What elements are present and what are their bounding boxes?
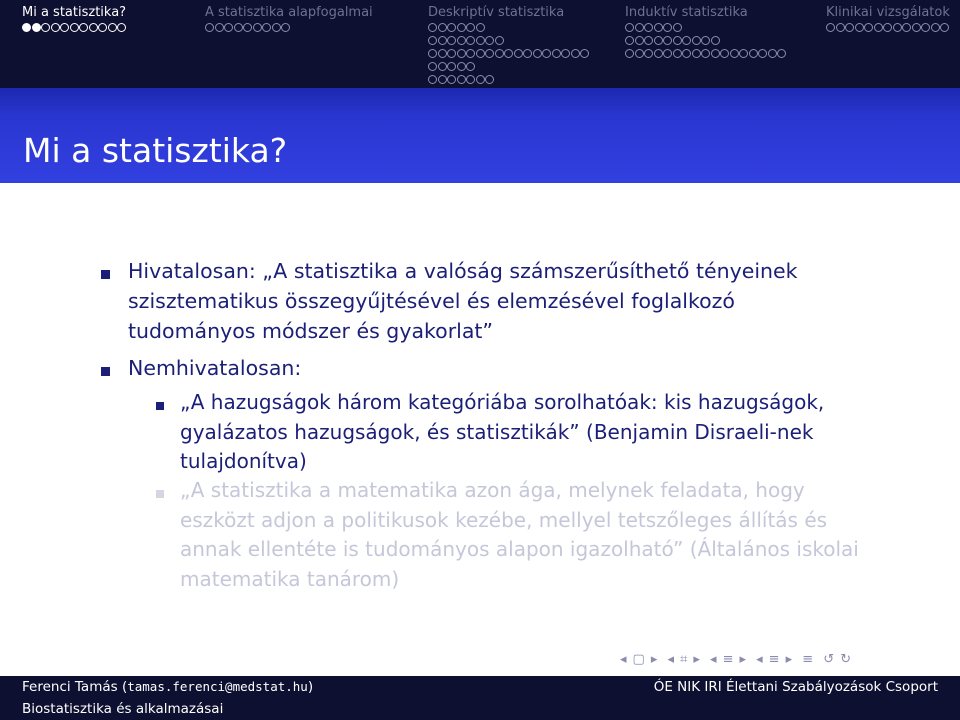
nav-frame-dot-icon[interactable] [845, 23, 854, 32]
nav-frame-dot-icon[interactable] [514, 49, 523, 58]
forward-icon[interactable]: ↻ [840, 652, 852, 667]
author-name: Ferenci Tamás ( [22, 679, 128, 695]
nav-frame-dot-icon[interactable] [758, 49, 767, 58]
footer-row-author [0, 676, 960, 698]
item-line: tulajdonítva) [180, 449, 307, 473]
back-icon[interactable]: ↺ [823, 652, 835, 667]
nav-frame-dot-icon[interactable] [485, 36, 494, 45]
nav-frame-dot-icon[interactable] [682, 49, 691, 58]
nav-frame-dot-icon[interactable] [98, 23, 107, 32]
square-bullet-icon [101, 367, 110, 376]
nav-frame-dot-icon[interactable] [476, 75, 485, 84]
nav-section-title[interactable]: Mi a statisztika? [22, 5, 127, 20]
nav-frame-dot-icon[interactable] [447, 62, 456, 71]
nav-frame-dot-icon[interactable] [644, 49, 653, 58]
slide-icon[interactable]: ⌗ [680, 652, 688, 667]
nav-frame-dot-icon[interactable] [262, 23, 271, 32]
nav-frame-dot-icon[interactable] [205, 23, 214, 32]
nav-frame-dot-icon[interactable] [836, 23, 845, 32]
author-email: tamas.ferenci@medstat.hu [127, 679, 308, 694]
square-bullet-icon [101, 270, 110, 279]
nav-frame-dot-icon[interactable] [447, 49, 456, 58]
nav-frame-dot-icon[interactable] [428, 23, 437, 32]
square-bullet-icon [156, 402, 164, 410]
nav-section-title[interactable]: Klinikai vizsgálatok [826, 5, 950, 20]
nav-frame-dot-icon[interactable] [281, 23, 290, 32]
nav-frame-dot-icon[interactable] [224, 23, 233, 32]
nav-frame-dots[interactable] [625, 49, 787, 60]
nav-frame-dot-icon[interactable] [60, 23, 69, 32]
nav-frame-dots[interactable] [22, 23, 127, 34]
nav-frame-dot-icon[interactable] [635, 23, 644, 32]
subsection-icon[interactable]: ≡ [722, 652, 734, 667]
nav-frame-dot-icon[interactable] [625, 36, 634, 45]
item-line: szisztematikus összegyűjtésével és elemzésével foglalkozó [128, 289, 735, 313]
nav-frame-dot-icon[interactable] [855, 23, 864, 32]
footer-row-course [0, 698, 960, 720]
nav-frame-dot-icon[interactable] [625, 49, 634, 58]
frame-title-bar [0, 88, 960, 183]
nav-frame-dot-icon[interactable] [438, 62, 447, 71]
nav-frame-dot-icon[interactable] [466, 62, 475, 71]
nav-prev-section-icon[interactable]: ◂ [756, 652, 763, 667]
nav-frame-dot-icon[interactable] [457, 49, 466, 58]
footer-author [22, 679, 313, 695]
slide-content [0, 183, 960, 653]
nav-frame-dot-icon[interactable] [457, 36, 466, 45]
item-line: tudományos módszer és gyakorlat” [128, 319, 494, 343]
nav-frame-dot-icon[interactable] [644, 36, 653, 45]
nav-frame-dot-icon[interactable] [41, 23, 50, 32]
nav-frame-dot-icon[interactable] [749, 49, 758, 58]
nav-frame-dots[interactable] [428, 49, 590, 60]
nav-frame-dot-icon[interactable] [533, 49, 542, 58]
nav-frame-dot-icon[interactable] [447, 75, 456, 84]
nav-next-slide-icon[interactable]: ▸ [693, 652, 700, 667]
nav-frame-dot-icon[interactable] [711, 49, 720, 58]
nav-section-title[interactable]: A statisztika alapfogalmai [205, 5, 373, 20]
nav-frame-dot-icon[interactable] [428, 36, 437, 45]
nav-frame-dot-icon[interactable] [234, 23, 243, 32]
nav-frame-dot-icon[interactable] [108, 23, 117, 32]
nav-frame-dot-icon[interactable] [79, 23, 88, 32]
nav-frame-dot-icon[interactable] [438, 75, 447, 84]
nav-frame-dot-icon[interactable] [476, 36, 485, 45]
item-line: „A hazugságok három kategóriába sorolhatóak: kis hazugságok, [180, 390, 825, 414]
subitem-teacher-quote [180, 476, 859, 594]
nav-frame-dot-icon[interactable] [428, 75, 437, 84]
nav-frame-dot-icon[interactable] [644, 23, 653, 32]
nav-next-subsection-icon[interactable]: ▸ [739, 652, 746, 667]
nav-frame-dots[interactable] [625, 36, 720, 47]
nav-frame-dot-icon[interactable] [485, 75, 494, 84]
nav-frame-dot-icon[interactable] [635, 49, 644, 58]
nav-frame-dot-icon[interactable] [552, 49, 561, 58]
nav-frame-dot-icon[interactable] [447, 36, 456, 45]
section-navigation-bar [0, 0, 960, 88]
nav-frame-dot-icon[interactable] [701, 36, 710, 45]
nav-frame-dot-icon[interactable] [504, 49, 513, 58]
nav-frame-dot-icon[interactable] [485, 49, 494, 58]
nav-frame-dot-icon[interactable] [495, 36, 504, 45]
nav-frame-dot-icon[interactable] [438, 23, 447, 32]
nav-frame-dots[interactable] [826, 23, 950, 34]
nav-frame-dot-icon[interactable] [663, 49, 672, 58]
nav-frame-dots[interactable] [625, 23, 682, 34]
nav-section-title[interactable]: Induktív statisztika [625, 5, 748, 20]
nav-frame-dot-icon[interactable] [253, 23, 262, 32]
nav-frame-dot-icon[interactable] [720, 49, 729, 58]
nav-frame-dot-icon[interactable] [243, 23, 252, 32]
nav-frame-dot-icon[interactable] [902, 23, 911, 32]
nav-frame-dot-icon[interactable] [117, 23, 126, 32]
nav-frame-dot-icon[interactable] [428, 49, 437, 58]
nav-frame-dot-icon[interactable] [571, 49, 580, 58]
nav-frame-dot-icon[interactable] [654, 49, 663, 58]
nav-next-frame-icon[interactable]: ▸ [650, 652, 658, 667]
slide-footer [0, 676, 960, 720]
nav-section-title[interactable]: Deskriptív statisztika [428, 5, 565, 20]
nav-frame-dots[interactable] [428, 23, 485, 34]
nav-frame-dot-icon[interactable] [447, 23, 456, 32]
subitem-disraeli-quote [180, 388, 824, 477]
item-line: Nemhivatalosan: [128, 356, 302, 380]
beamer-navigation-symbols [620, 652, 857, 670]
nav-frame-dot-icon[interactable] [826, 23, 835, 32]
nav-frame-dot-icon[interactable] [457, 75, 466, 84]
nav-frame-dot-icon[interactable] [654, 23, 663, 32]
nav-frame-dot-icon[interactable] [864, 23, 873, 32]
bullet-item-official [128, 256, 798, 346]
nav-frame-dot-icon[interactable] [215, 23, 224, 32]
nav-frame-dot-icon[interactable] [673, 49, 682, 58]
nav-prev-frame-icon[interactable]: ◂ [620, 652, 627, 667]
item-line: annak ellentéte is tudományos alapon igazolható” (Általános iskolai [180, 537, 859, 561]
item-line: gyalázatos hazugságok, és statisztikák” (Benjamin Disraeli-nek [180, 419, 814, 444]
document-icon[interactable]: ≡ [802, 652, 814, 667]
nav-frame-dot-icon[interactable] [931, 23, 940, 32]
nav-frame-dot-icon[interactable] [921, 23, 930, 32]
nav-frame-dot-icon[interactable] [438, 36, 447, 45]
nav-frame-dot-icon[interactable] [940, 23, 949, 32]
nav-prev-subsection-icon[interactable]: ◂ [710, 652, 717, 667]
item-line: „A statisztika a matematika azon ága, melynek feladata, hogy [180, 478, 805, 502]
footer-institution: ÓE NIK IRI Élettani Szabályozások Csoport [653, 679, 938, 695]
nav-frame-dot-icon[interactable] [692, 49, 701, 58]
nav-frame-dot-icon[interactable] [635, 36, 644, 45]
nav-frame-dot-icon[interactable] [883, 23, 892, 32]
nav-frame-dot-icon[interactable] [768, 49, 777, 58]
nav-frame-dot-icon[interactable] [466, 36, 475, 45]
nav-frame-dot-icon[interactable] [739, 49, 748, 58]
nav-frame-dot-icon[interactable] [32, 23, 41, 32]
nav-frame-dot-icon[interactable] [457, 23, 466, 32]
nav-frame-dot-icon[interactable] [692, 36, 701, 45]
nav-frame-dot-icon[interactable] [70, 23, 79, 32]
nav-frame-dot-icon[interactable] [272, 23, 281, 32]
nav-frame-dot-icon[interactable] [476, 23, 485, 32]
nav-frame-dot-icon[interactable] [874, 23, 883, 32]
nav-frame-dot-icon[interactable] [428, 62, 437, 71]
nav-frame-dot-icon[interactable] [701, 49, 710, 58]
nav-frame-dot-icon[interactable] [730, 49, 739, 58]
nav-frame-dot-icon[interactable] [711, 36, 720, 45]
nav-frame-dot-icon[interactable] [654, 36, 663, 45]
nav-frame-dot-icon[interactable] [89, 23, 98, 32]
nav-frame-dot-icon[interactable] [51, 23, 60, 32]
nav-frame-dot-icon[interactable] [466, 75, 475, 84]
nav-frame-dots[interactable] [428, 75, 495, 86]
nav-frame-dots[interactable] [428, 62, 476, 73]
nav-frame-dot-icon[interactable] [542, 49, 551, 58]
slide-title: Mi a statisztika? [23, 131, 288, 170]
nav-frame-dot-icon[interactable] [777, 49, 786, 58]
nav-frame-dot-icon[interactable] [912, 23, 921, 32]
nav-frame-dots[interactable] [205, 23, 291, 34]
nav-frame-dot-icon[interactable] [682, 36, 691, 45]
item-line: Hivatalosan: „A statisztika a valóság számszerűsíthető tényeinek [128, 259, 798, 283]
nav-frame-dot-icon[interactable] [893, 23, 902, 32]
nav-frame-dot-icon[interactable] [466, 49, 475, 58]
nav-frame-dot-icon[interactable] [476, 49, 485, 58]
footer-course: Biostatisztika és alkalmazásai [22, 701, 224, 717]
nav-frame-dot-icon[interactable] [561, 49, 570, 58]
nav-frame-dot-icon[interactable] [663, 23, 672, 32]
item-line: matematika tanárom) [180, 566, 400, 591]
author-close: ) [307, 679, 314, 695]
bullet-item-unofficial [128, 353, 301, 383]
nav-frame-dot-icon[interactable] [495, 49, 504, 58]
nav-frame-dot-icon[interactable] [625, 23, 634, 32]
frame-icon[interactable]: ▢ [632, 652, 645, 667]
nav-frame-dot-icon[interactable] [457, 62, 466, 71]
nav-frame-dots[interactable] [428, 36, 504, 47]
nav-frame-dot-icon[interactable] [22, 23, 31, 32]
nav-frame-dot-icon[interactable] [663, 36, 672, 45]
nav-frame-dot-icon[interactable] [466, 23, 475, 32]
nav-frame-dot-icon[interactable] [438, 49, 447, 58]
section-icon[interactable]: ≡ [768, 652, 780, 667]
nav-frame-dot-icon[interactable] [673, 36, 682, 45]
nav-frame-dot-icon[interactable] [673, 23, 682, 32]
nav-prev-slide-icon[interactable]: ◂ [667, 652, 675, 667]
nav-frame-dot-icon[interactable] [580, 49, 589, 58]
nav-next-section-icon[interactable]: ▸ [785, 652, 793, 667]
nav-frame-dot-icon[interactable] [523, 49, 532, 58]
item-line: eszközt adjon a politikusok kezébe, mellyel tetszőleges állítás és [180, 507, 828, 532]
square-bullet-icon [156, 490, 164, 498]
